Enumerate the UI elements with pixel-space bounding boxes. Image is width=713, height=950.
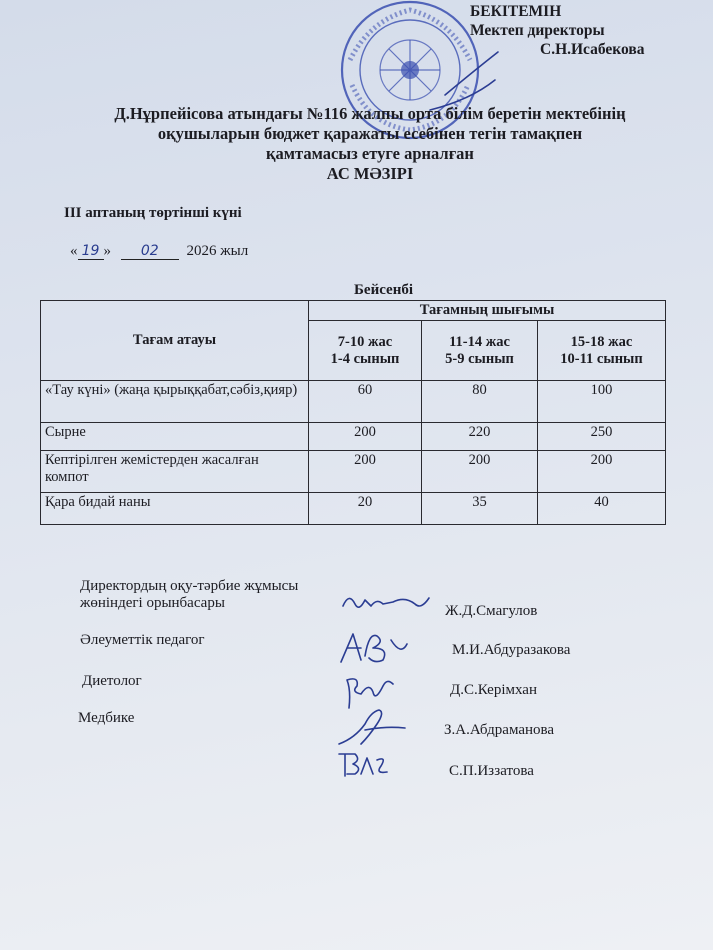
title-line-4: АС МӘЗІРІ	[326, 164, 414, 183]
handwritten-signature	[335, 704, 415, 748]
role-line: жөніндегі орынбасары	[80, 595, 225, 611]
group-age: 11-14 жас	[449, 333, 510, 350]
header-group-2	[422, 321, 538, 381]
table-row	[41, 423, 666, 451]
signatory-name: С.П.Иззатова	[449, 763, 534, 779]
day-of-week: Бейсенбі	[354, 282, 414, 298]
value-cell: 200	[538, 451, 666, 493]
value-cell: 40	[538, 493, 666, 525]
handwritten-signature	[335, 588, 435, 618]
value-cell: 35	[422, 493, 538, 525]
date-line	[70, 243, 248, 260]
role-line: Директордың оқу-тәрбие жұмысы	[80, 578, 299, 594]
value-cell: 220	[422, 423, 538, 451]
date-open-quote: «	[70, 243, 78, 259]
date-close-quote: »	[103, 243, 111, 259]
group-age: 15-18 жас	[570, 333, 633, 350]
header-output: Тағамның шығымы	[309, 301, 666, 321]
value-cell: 20	[309, 493, 422, 525]
dish-cell: Кептірілген жемістерден жасалған компот	[41, 451, 309, 493]
document-title	[60, 104, 680, 184]
header-dish-name: Тағам атауы	[41, 301, 309, 381]
signatory-name: Ж.Д.Смагулов	[445, 603, 538, 619]
group-grade: 10-11 сынып	[560, 350, 643, 367]
title-line-1: Д.Нұрпейісова атындағы №116 жалпы орта білім беретін мектебінің	[114, 104, 626, 123]
dish-cell: Қара бидай наны	[41, 493, 309, 525]
group-grade: 1-4 сынып	[330, 350, 400, 367]
signatory-name: З.А.Абдраманова	[444, 722, 555, 738]
role-line: Медбике	[78, 710, 135, 726]
signatory-role	[80, 578, 298, 612]
menu-table	[40, 300, 666, 525]
dish-cell: «Тау күні» (жаңа қырыққабат,сәбіз,қияр)	[41, 381, 309, 423]
approval-heading: БЕКІТЕМІН	[470, 3, 562, 20]
title-line-3: қамтамасыз етуге арналған	[266, 144, 474, 163]
handwritten-signature	[335, 746, 395, 780]
approval-name: С.Н.Исабекова	[540, 41, 645, 58]
signatory-name: М.И.Абдуразакова	[452, 642, 571, 658]
value-cell: 80	[422, 381, 538, 423]
approval-block	[470, 2, 645, 59]
table-row	[41, 451, 666, 493]
role-line: Диетолог	[82, 673, 142, 689]
value-cell: 60	[309, 381, 422, 423]
table-row	[41, 381, 666, 423]
date-day: 19	[78, 243, 104, 260]
handwritten-signature	[335, 626, 415, 666]
header-group-3	[538, 321, 666, 381]
table-row	[41, 493, 666, 525]
signatory-name: Д.С.Керімхан	[450, 682, 537, 698]
date-year: 2026 жыл	[186, 243, 249, 259]
role-line: Әлеуметтік педагог	[80, 632, 205, 648]
approval-position: Мектеп директоры	[470, 22, 605, 39]
header-group-1	[309, 321, 422, 381]
group-age: 7-10 жас	[337, 333, 393, 350]
signatory-role	[78, 710, 134, 727]
value-cell: 200	[309, 451, 422, 493]
group-grade: 5-9 сынып	[445, 350, 514, 367]
title-line-2: оқушыларын бюджет қаражаты есебінен тегін тамақпен	[157, 124, 583, 143]
week-day-line: ІІІ аптаның төртінші күні	[64, 205, 242, 221]
value-cell: 250	[538, 423, 666, 451]
date-month: 02	[121, 243, 179, 260]
value-cell: 200	[422, 451, 538, 493]
value-cell: 100	[538, 381, 666, 423]
signatory-role	[80, 632, 205, 649]
value-cell: 200	[309, 423, 422, 451]
signatory-role	[82, 673, 142, 690]
dish-cell: Сырне	[41, 423, 309, 451]
